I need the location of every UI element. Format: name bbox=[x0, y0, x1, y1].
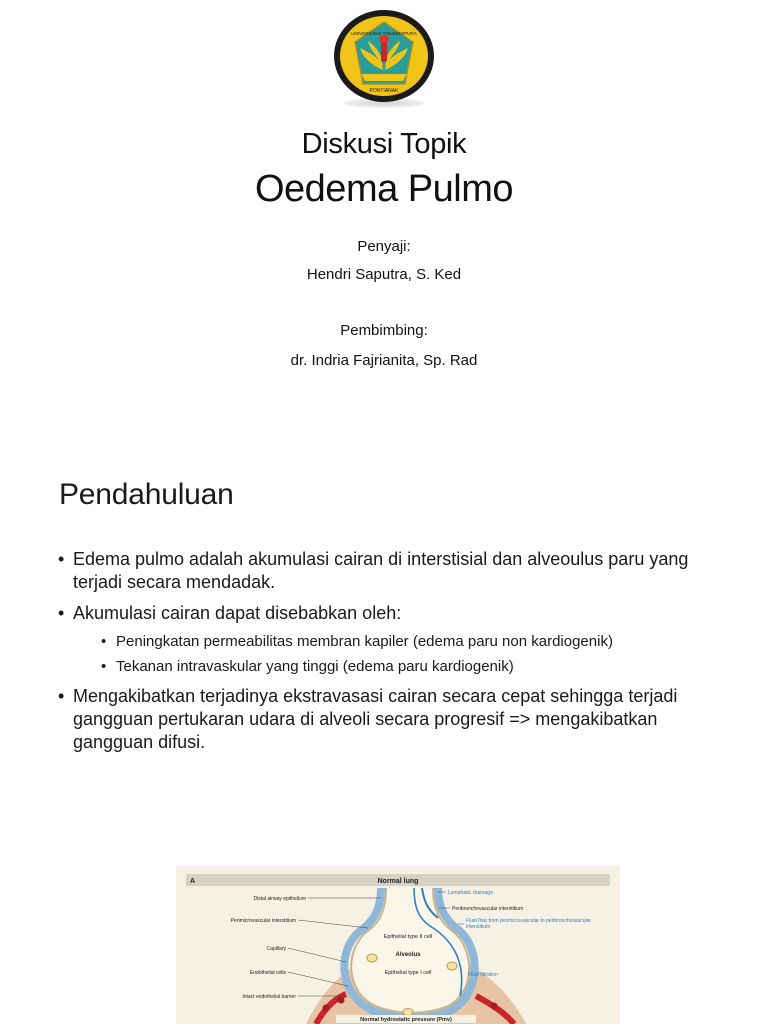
sub-bullet-text: Tekanan intravaskular yang tinggi (edema paru kardiogenik) bbox=[116, 658, 514, 675]
label-fluid-flow: Fluid flow from perimicrovascular to peribronchovascular interstitium bbox=[466, 918, 592, 930]
sub-bullet-item bbox=[101, 656, 718, 677]
lung-diagram bbox=[176, 866, 620, 1024]
bullet-text: Akumulasi cairan dapat disebabkan oleh: bbox=[73, 603, 402, 623]
bullet-item bbox=[58, 602, 718, 677]
bullet-item bbox=[58, 685, 718, 754]
section-title: Pendahuluan bbox=[59, 478, 234, 511]
bullet-text: Edema pulmo adalah akumulasi cairan di interstisial dan alveoulus paru yang terjadi secara mendadak. bbox=[73, 549, 689, 592]
label-distal-airway: Distal airway epithelium bbox=[253, 896, 306, 902]
red-blood-cell bbox=[491, 1003, 498, 1010]
supervisor-label: Pembimbing: bbox=[340, 322, 428, 339]
panel-label: A bbox=[190, 878, 196, 885]
sub-bullet-text: Peningkatan permeabilitas membran kapiler (edema paru non kardiogenik) bbox=[116, 633, 613, 650]
bullet-text: Mengakibatkan terjadinya ekstravasasi cairan secara cepat sehingga terjadi gangguan pertukaran udara di alveoli secara progresif => mengakibatkan gangguan difusi. bbox=[73, 686, 678, 752]
label-type1: Epithelial type I cell bbox=[384, 970, 432, 976]
label-endothelial: Endothelial cells bbox=[249, 970, 286, 976]
red-blood-cell bbox=[323, 1005, 330, 1012]
label-type2: Epithelial type II cell bbox=[383, 934, 433, 940]
label-fluid-flow-box bbox=[466, 918, 606, 942]
logo-base bbox=[361, 74, 407, 81]
bullet-list bbox=[58, 548, 718, 762]
lung-diagram-svg bbox=[176, 866, 620, 1024]
title-slide bbox=[0, 0, 768, 410]
red-blood-cell bbox=[338, 997, 345, 1004]
label-peribronchovascular: Peribronchovascular interstitium bbox=[452, 906, 524, 912]
slide-subtitle: Diskusi Topik bbox=[301, 128, 467, 160]
presenter-label: Penyaji: bbox=[357, 238, 411, 255]
label-hydrostatic: Normal hydrostatic pressure (Pmv) bbox=[360, 1017, 452, 1023]
label-barrier: Intact endothelial barrier bbox=[242, 994, 296, 1000]
label-lymphatic: Lymphatic drainage bbox=[448, 890, 494, 896]
type2-cell bbox=[367, 954, 377, 962]
bullet-item bbox=[58, 548, 718, 594]
sub-bullet-list bbox=[101, 631, 718, 677]
diagram-title: Normal lung bbox=[377, 878, 419, 885]
label-perimicrovascular: Perimicrovascular interstitium bbox=[230, 918, 296, 924]
logo-bottom-text: PONTIANAK bbox=[369, 88, 399, 94]
type2-cell bbox=[403, 1009, 413, 1016]
label-capillary: Capillary bbox=[266, 946, 286, 952]
label-alveolus: Alveolus bbox=[395, 952, 421, 958]
sub-bullet-item bbox=[101, 631, 718, 652]
label-fluid-filtration: Fluid filtration bbox=[468, 972, 498, 978]
logo-torch-icon bbox=[381, 42, 387, 62]
presenter-name: Hendri Saputra, S. Ked bbox=[306, 266, 462, 283]
type2-cell bbox=[447, 962, 457, 970]
university-logo bbox=[333, 8, 435, 104]
slide-title: Oedema Pulmo bbox=[254, 168, 513, 210]
supervisor-name: dr. Indria Fajrianita, Sp. Rad bbox=[290, 352, 478, 369]
logo-top-text: UNIVERSITAS TANJUNGPURA bbox=[351, 31, 417, 36]
logo-flame-icon bbox=[379, 35, 389, 43]
